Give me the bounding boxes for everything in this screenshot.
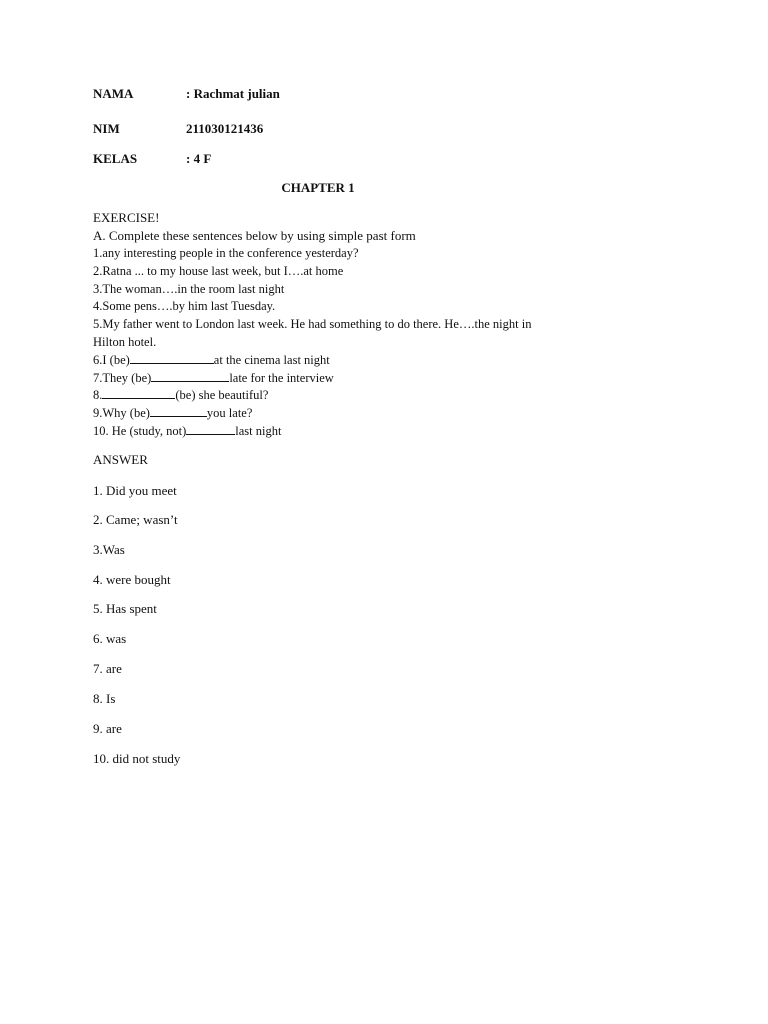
answer-blank [151,370,229,382]
question-9 [93,405,252,421]
kelas-label: KELAS [93,151,138,166]
answer-item: 2. Came; wasn’t [93,512,178,527]
question-1: 1.any interesting people in the conference yesterday? [93,246,359,260]
answer-item: 7. are [93,661,122,676]
question-7-end: late for the interview [229,371,334,385]
kelas-value: : 4 F [186,151,212,166]
question-7-start: 7.They (be) [93,371,152,385]
question-8 [93,387,268,403]
question-5-line-1: 5.My father went to London last week. He had something to do there. He….the night in [93,317,532,331]
question-7 [93,370,334,386]
question-6-end: at the cinema last night [213,353,330,367]
answer-item: 6. was [93,631,127,646]
question-6 [93,352,330,368]
question-10 [93,423,281,439]
question-10-end: last night [235,424,282,438]
answer-item: 3.Was [93,542,125,557]
question-2: 2.Ratna ... to my house last week, but I….at home [93,264,344,278]
answer-blank [130,352,214,364]
question-6-start: 6.I (be) [93,353,130,367]
nama-value: : Rachmat julian [186,86,280,101]
answer-item: 10. did not study [93,751,181,766]
exercise-instruction: A. Complete these sentences below by using simple past form [93,228,416,243]
answer-item: 1. Did you meet [93,483,177,498]
answer-item: 8. Is [93,691,116,706]
nim-label: NIM [93,121,120,136]
nama-label: NAMA [93,86,134,101]
question-8-start: 8. [93,388,103,402]
answer-blank [150,405,207,417]
answer-item: 4. were bought [93,572,171,587]
answer-item: 9. are [93,721,122,736]
chapter-title: CHAPTER 1 [281,180,355,195]
question-5-line-2: Hilton hotel. [93,335,157,349]
answer-heading: ANSWER [93,452,148,467]
question-9-start: 9.Why (be) [93,406,150,420]
question-8-end: (be) she beautiful? [175,388,269,402]
exercise-heading: EXERCISE! [93,210,160,225]
answer-item: 5. Has spent [93,601,157,616]
answer-blank [102,387,175,399]
question-10-start: 10. He (study, not) [93,424,187,438]
question-3: 3.The woman….in the room last night [93,282,285,296]
question-9-end: you late? [206,406,253,420]
question-4: 4.Some pens….by him last Tuesday. [93,299,276,313]
answer-blank [186,423,235,435]
nim-value: 211030121436 [186,121,264,136]
